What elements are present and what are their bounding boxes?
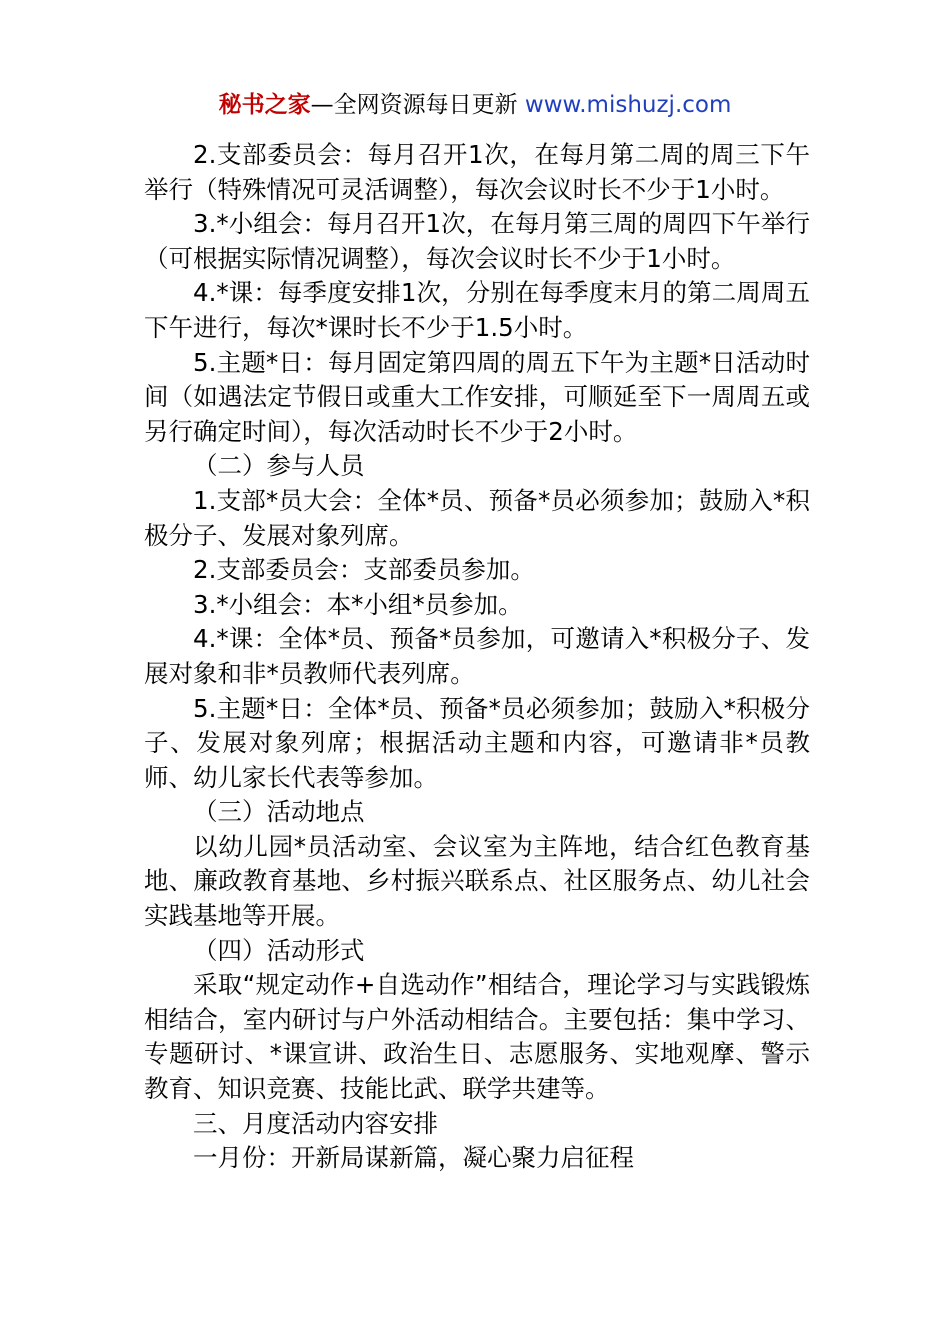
- section-heading: 三、月度活动内容安排: [193, 1108, 438, 1138]
- paragraph: 4.*课：全体*员、预备*员参加，可邀请入*积极分子、发展对象和非*员教师代表列席。: [144, 624, 810, 688]
- page-header: [0, 88, 950, 122]
- paragraph: 5.主题*日：全体*员、预备*员必须参加；鼓励入*积极分子、发展对象列席；根据活动主题和内容，可邀请非*员教师、幼儿家长代表等参加。: [144, 693, 810, 792]
- paragraph: 4.*课：每季度安排1次，分别在每季度末月的第二周周五下午进行，每次*课时长不少于1.5小时。: [144, 278, 810, 342]
- header-dash: —: [310, 92, 334, 118]
- paragraph: 5.主题*日：每月固定第四周的周五下午为主题*日活动时间（如遇法定节假日或重大工作安排，可顺延至下一周周五或另行确定时间），每次活动时长不少于2小时。: [144, 347, 810, 446]
- paragraph: 采取“规定动作+自选动作”相结合，理论学习与实践锻炼相结合，室内研讨与户外活动相结合。主要包括：集中学习、专题研讨、*课宣讲、政治生日、志愿服务、实地观摩、警示教育、知识竞赛、技能比武、联学共建等。: [144, 970, 810, 1104]
- paragraph: 3.*小组会：每月召开1次，在每月第三周的周四下午举行（可根据实际情况调整），每次会议时长不少于1小时。: [144, 209, 810, 273]
- paragraph: 以幼儿园*员活动室、会议室为主阵地，结合红色教育基地、廉政教育基地、乡村振兴联系点、社区服务点、幼儿社会实践基地等开展。: [144, 831, 810, 931]
- paragraph: 2.支部委员会：支部委员参加。: [193, 555, 535, 585]
- header-tagline: 全网资源每日更新: [333, 92, 525, 118]
- section-heading: （三）活动地点: [193, 797, 365, 827]
- paragraph: 1.支部*员大会：全体*员、预备*员必须参加；鼓励入*积极分子、发展对象列席。: [144, 485, 810, 550]
- document-body: [144, 138, 810, 1176]
- paragraph: 3.*小组会：本*小组*员参加。: [193, 589, 523, 619]
- paragraph: 2.支部委员会：每月召开1次，在每月第二周的周三下午举行（特殊情况可灵活调整），每次会议时长不少于1小时。: [144, 140, 810, 204]
- paragraph: 一月份：开新局谋新篇，凝心聚力启征程: [193, 1143, 634, 1173]
- section-heading: （四）活动形式: [193, 935, 365, 965]
- section-heading: （二）参与人员: [193, 451, 365, 481]
- site-brand: 秘书之家: [218, 92, 311, 118]
- site-url-link[interactable]: www.mishuzj.com: [524, 92, 732, 118]
